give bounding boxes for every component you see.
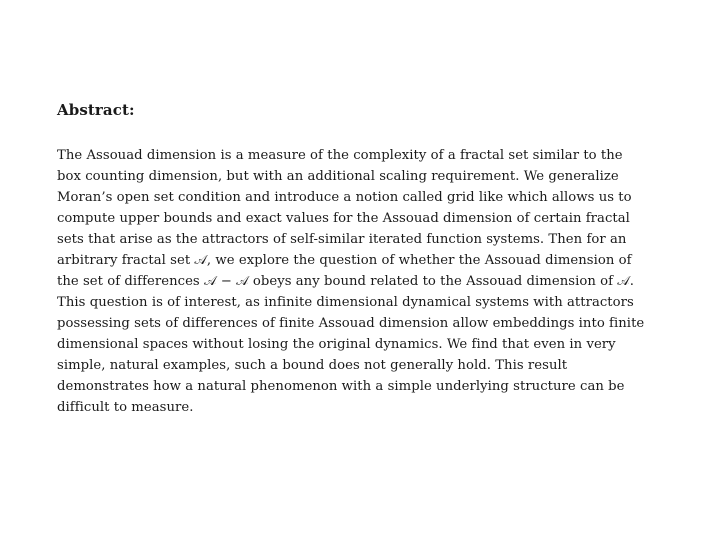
abstract-line: arbitrary fractal set 𝒜, we explore the question of whether the Assouad dimension of <box>57 253 632 268</box>
abstract-line: Moran’s open set condition and introduce a notion called grid like which allows us to <box>57 190 632 205</box>
abstract-line: possessing sets of differences of finite Assouad dimension allow embeddings into finite <box>57 316 645 331</box>
abstract-line: The Assouad dimension is a measure of the complexity of a fractal set similar to the <box>57 148 623 163</box>
abstract-line: dimensional spaces without losing the original dynamics. We find that even in very <box>57 337 616 352</box>
abstract-line: sets that arise as the attractors of self-similar iterated function systems. Then for an <box>57 232 627 247</box>
abstract-line: demonstrates how a natural phenomenon with a simple underlying structure can be <box>57 379 625 394</box>
abstract-heading: Abstract: <box>57 101 135 119</box>
abstract-line: difficult to measure. <box>57 400 194 415</box>
abstract-line: the set of differences 𝒜 − 𝒜 obeys any bound related to the Assouad dimension of 𝒜. <box>57 274 635 289</box>
abstract-line: box counting dimension, but with an additional scaling requirement. We generalize <box>57 169 619 184</box>
abstract-line: This question is of interest, as infinite dimensional dynamical systems with attractors <box>57 295 634 310</box>
abstract-line: compute upper bounds and exact values for the Assouad dimension of certain fractal <box>57 211 630 226</box>
abstract-line: simple, natural examples, such a bound does not generally hold. This result <box>57 358 568 373</box>
abstract-body <box>57 145 667 418</box>
